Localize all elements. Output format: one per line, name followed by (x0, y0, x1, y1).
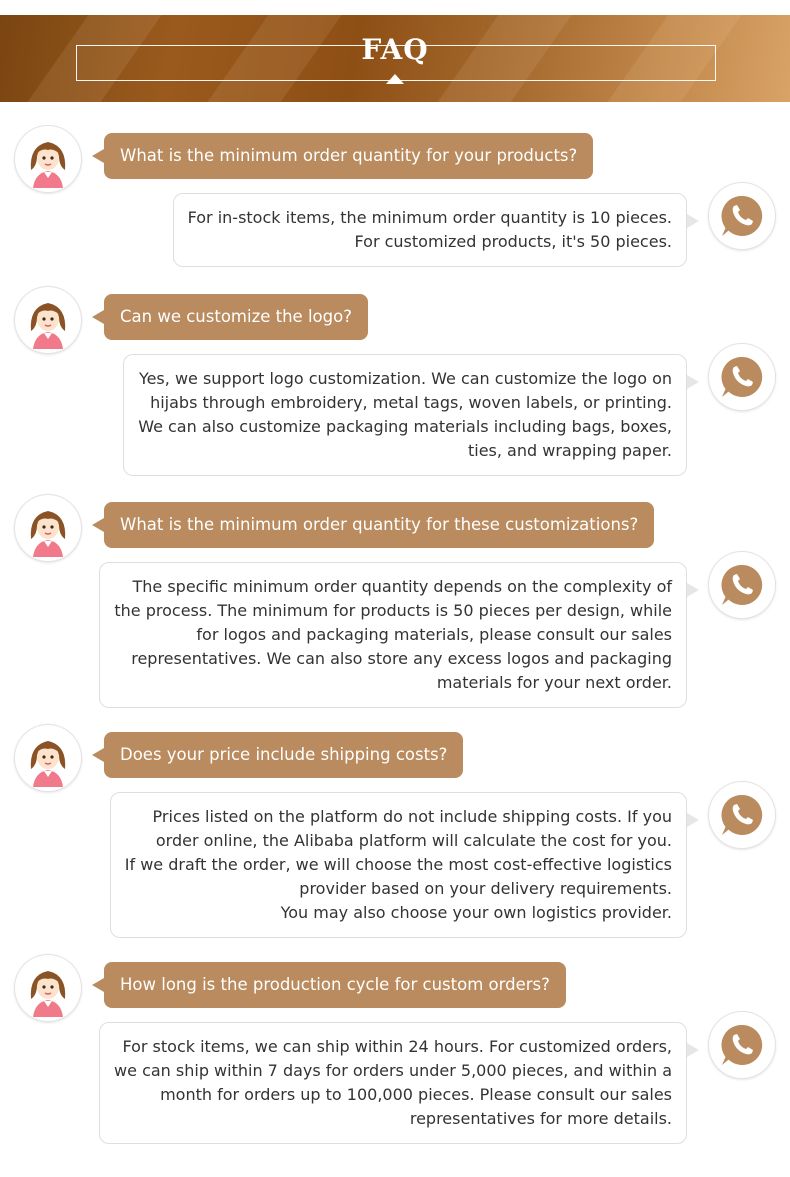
question-bubble: Can we customize the logo? (104, 294, 368, 340)
customer-avatar-icon (15, 495, 81, 561)
faq-banner (0, 15, 790, 102)
question-bubble: What is the minimum order quantity for your products? (104, 133, 593, 179)
banner-pointer (386, 74, 404, 84)
question-bubble: What is the minimum order quantity for these customizations? (104, 502, 654, 548)
question-bubble: How long is the production cycle for custom orders? (104, 962, 566, 1008)
customer-avatar-icon (15, 287, 81, 353)
whatsapp-icon[interactable] (709, 552, 775, 618)
answer-box: The specific minimum order quantity depends on the complexity of the process. The minimum for products is 50 pieces per design, while for logos and packaging materials, please consult our sales representatives. We can also store any excess logos and packaging materials for your next order. (99, 562, 687, 708)
whatsapp-icon[interactable] (709, 782, 775, 848)
customer-avatar-icon (15, 725, 81, 791)
page-title: FAQ (361, 33, 429, 66)
answer-box: Yes, we support logo customization. We can customize the logo on hijabs through embroidery, metal tags, woven labels, or printing. We can also customize packaging materials including bags, boxes, ties, and wrapping paper. (123, 354, 687, 476)
answer-box: Prices listed on the platform do not include shipping costs. If you order online, the Alibaba platform will calculate the cost for you. If we draft the order, we will choose the most cost-effective logistics provider based on your delivery requirements. You may also choose your own logistics provider. (110, 792, 687, 938)
customer-avatar-icon (15, 955, 81, 1021)
answer-box: For stock items, we can ship within 24 hours. For customized orders, we can ship within 7 days for orders under 5,000 pieces, and within a month for orders up to 100,000 pieces. Please consult our sales representatives for more details. (99, 1022, 687, 1144)
answer-box: For in-stock items, the minimum order quantity is 10 pieces. For customized products, it's 50 pieces. (173, 193, 687, 267)
question-bubble: Does your price include shipping costs? (104, 732, 463, 778)
customer-avatar-icon (15, 126, 81, 192)
whatsapp-icon[interactable] (709, 344, 775, 410)
whatsapp-icon[interactable] (709, 1012, 775, 1078)
whatsapp-icon[interactable] (709, 183, 775, 249)
